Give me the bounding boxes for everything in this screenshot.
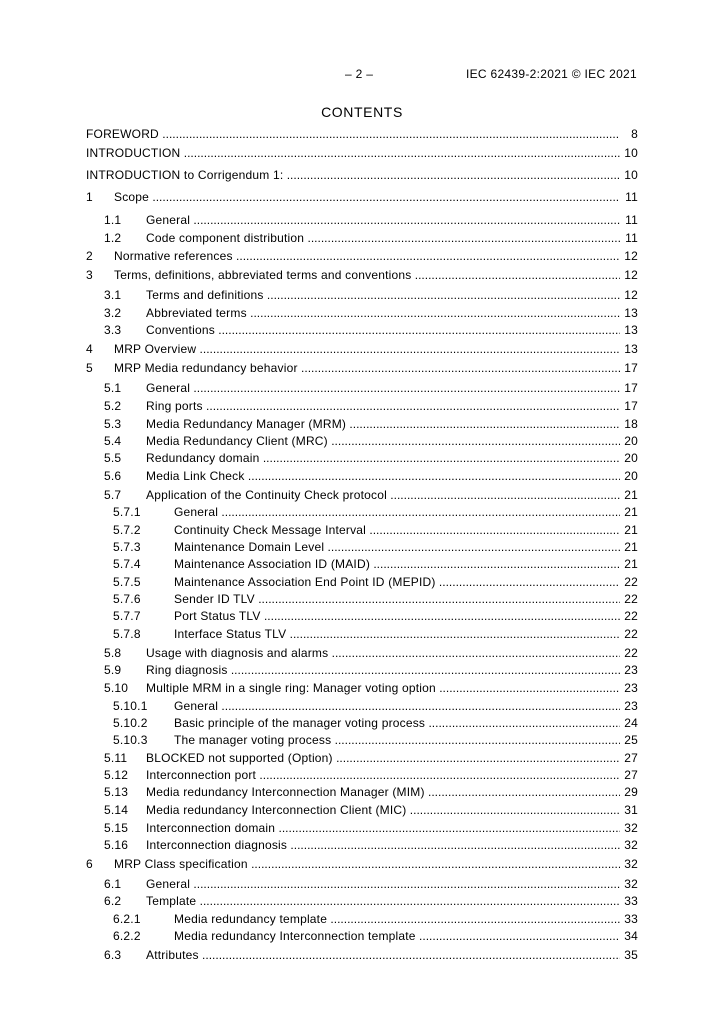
toc-entry[interactable] xyxy=(86,698,638,714)
toc-entry-title: Redundancy domain ..... xyxy=(146,450,620,466)
toc-entry-page: 10 xyxy=(624,168,638,182)
toc-entry-number: 5.11 xyxy=(104,751,128,765)
toc-entry[interactable] xyxy=(86,126,638,142)
toc-entry-page: 32 xyxy=(624,857,638,871)
toc-entry-title: Media Redundancy Client (MRC) ..... xyxy=(146,433,620,449)
toc-entry-number: 5.10.1 xyxy=(113,699,148,713)
toc-entry-page: 35 xyxy=(624,948,638,962)
toc-entry[interactable] xyxy=(86,802,638,818)
toc-entry-page: 34 xyxy=(624,929,638,943)
toc-entry[interactable] xyxy=(86,767,638,783)
toc-entry-page: 11 xyxy=(625,231,638,245)
toc-entry[interactable] xyxy=(86,784,638,800)
toc-entry[interactable] xyxy=(86,911,638,927)
toc-entry-page: 13 xyxy=(624,342,638,356)
toc-entry-number: 3 xyxy=(86,268,93,282)
toc-entry-page: 8 xyxy=(631,127,638,141)
toc-entry-number: 6 xyxy=(86,857,93,871)
toc-entry[interactable] xyxy=(86,248,638,264)
toc-entry-page: 12 xyxy=(624,288,638,302)
toc-entry[interactable] xyxy=(86,556,638,572)
toc-entry-title: General ..... xyxy=(174,504,620,520)
toc-entry-page: 10 xyxy=(624,146,638,160)
toc-entry-number: 5.7.7 xyxy=(113,609,141,623)
toc-entry-page: 13 xyxy=(624,323,638,337)
toc-entry-title: Maintenance Association ID (MAID) ..... xyxy=(174,556,620,572)
toc-entry-page: 12 xyxy=(624,249,638,263)
toc-entry-number: 5.16 xyxy=(104,838,129,852)
toc-entry-title: Interconnection domain ..... xyxy=(146,820,620,836)
toc-entry-number: 5.7.8 xyxy=(113,627,141,641)
toc-entry[interactable] xyxy=(86,341,638,357)
toc-entry-number: 6.2.1 xyxy=(113,912,141,926)
toc-entry[interactable] xyxy=(86,305,638,321)
toc-entry-title: Abbreviated terms ..... xyxy=(146,305,620,321)
toc-entry-number: 5.1 xyxy=(104,381,122,395)
toc-entry-number: 4 xyxy=(86,342,93,356)
toc-entry-number: 5.8 xyxy=(104,646,122,660)
toc-entry[interactable] xyxy=(86,230,638,246)
toc-entry-title: Attributes ..... xyxy=(146,947,620,963)
toc-entry-title: Maintenance Domain Level ..... xyxy=(174,539,620,555)
toc-entry[interactable] xyxy=(86,522,638,538)
toc-entry-page: 23 xyxy=(624,699,638,713)
toc-entry[interactable] xyxy=(86,732,638,748)
toc-entry[interactable] xyxy=(86,837,638,853)
toc-entry-title: Interconnection diagnosis ..... xyxy=(146,837,620,853)
toc-entry-page: 22 xyxy=(624,609,638,623)
toc-entry-title: Media redundancy template ..... xyxy=(174,911,620,927)
toc-entry-title: Media Link Check ..... xyxy=(146,468,620,484)
toc-entry-number: 5.12 xyxy=(104,768,129,782)
toc-entry-title: MRP Overview ..... xyxy=(114,341,620,357)
toc-entry-number: 5 xyxy=(86,361,93,375)
toc-entry-page: 21 xyxy=(624,505,638,519)
toc-entry[interactable] xyxy=(86,626,638,642)
toc-entry-number: 5.15 xyxy=(104,821,129,835)
toc-entry-title: BLOCKED not supported (Option) ..... xyxy=(146,750,620,766)
toc-entry-page: 17 xyxy=(624,399,638,413)
toc-entry-title: Application of the Continuity Check protocol ..... xyxy=(146,487,620,503)
toc-entry-title: Interconnection port ..... xyxy=(146,767,620,783)
toc-entry-number: 1 xyxy=(86,190,93,204)
toc-entry-title: General ..... xyxy=(174,698,620,714)
toc-entry-number: 5.7.1 xyxy=(113,505,141,519)
toc-entry-number: 5.5 xyxy=(104,451,122,465)
toc-entry[interactable] xyxy=(86,267,638,283)
toc-entry-title: General ..... xyxy=(146,380,620,396)
toc-entry-number: 5.2 xyxy=(104,399,122,413)
toc-entry-page: 20 xyxy=(624,434,638,448)
toc-entry-number: 5.13 xyxy=(104,785,129,799)
toc-entry-title: Terms and definitions ..... xyxy=(146,287,620,303)
toc-entry-number: 6.3 xyxy=(104,948,122,962)
toc-entry-number: 6.2.2 xyxy=(113,929,141,943)
toc-entry-title: Media Redundancy Manager (MRM) ..... xyxy=(146,416,620,432)
toc-entry-page: 21 xyxy=(624,523,638,537)
toc-entry-number: 1.2 xyxy=(104,231,122,245)
toc-entry[interactable] xyxy=(86,504,638,520)
toc-entry[interactable] xyxy=(86,450,638,466)
toc-entry-title: Multiple MRM in a single ring: Manager voting option ..... xyxy=(146,680,620,696)
toc-entry-page: 17 xyxy=(624,361,638,375)
toc-entry-title: Media redundancy Interconnection template ..... xyxy=(174,928,620,944)
toc-entry-title: Conventions ..... xyxy=(146,322,620,338)
page-header xyxy=(0,67,724,83)
toc-entry-number: 5.7.4 xyxy=(113,557,141,571)
toc-entry-title: Code component distribution ..... xyxy=(146,230,620,246)
toc-entry-title: Media redundancy Interconnection Manager (MIM) ..... xyxy=(146,784,620,800)
toc-entry-number: 5.6 xyxy=(104,469,122,483)
toc-entry-page: 24 xyxy=(624,716,638,730)
toc-entry-number: 5.7.5 xyxy=(113,575,141,589)
toc-entry-title: Port Status TLV ..... xyxy=(174,608,620,624)
toc-entry[interactable] xyxy=(86,468,638,484)
toc-entry[interactable] xyxy=(86,928,638,944)
toc-entry-page: 12 xyxy=(624,268,638,282)
toc-entry[interactable] xyxy=(86,715,638,731)
toc-entry-number: 5.10.2 xyxy=(113,716,148,730)
toc-entry-title: MRP Media redundancy behavior ..... xyxy=(114,360,620,376)
toc-entry-page: 20 xyxy=(624,451,638,465)
toc-entry-page: 22 xyxy=(624,627,638,641)
toc-entry-number: 2 xyxy=(86,249,93,263)
toc-entry-page: 21 xyxy=(624,540,638,554)
contents-title: CONTENTS xyxy=(321,104,403,120)
toc-entry[interactable] xyxy=(86,574,638,590)
toc-entry-number: 5.7.3 xyxy=(113,540,141,554)
toc-entry[interactable] xyxy=(86,591,638,607)
toc-entry-page: 23 xyxy=(624,663,638,677)
toc-entry-title: Media redundancy Interconnection Client (MIC) ..... xyxy=(146,802,620,818)
toc-entry-page: 22 xyxy=(624,575,638,589)
toc-entry-title: General ..... xyxy=(146,876,620,892)
toc-entry-page: 18 xyxy=(624,417,638,431)
toc-entry-number: 5.7.2 xyxy=(113,523,141,537)
toc-entry[interactable] xyxy=(86,380,638,396)
toc-entry[interactable] xyxy=(86,322,638,338)
toc-entry[interactable] xyxy=(86,145,638,161)
toc-entry-title: General ..... xyxy=(146,212,620,228)
toc-entry-title: INTRODUCTION ..... xyxy=(86,145,620,161)
toc-entry-number: 5.10 xyxy=(104,681,129,695)
toc-entry-number: 6.1 xyxy=(104,877,122,891)
toc-entry-title: FOREWORD ..... xyxy=(86,126,620,142)
toc-entry-page: 11 xyxy=(625,190,638,204)
toc-entry-title: Sender ID TLV ..... xyxy=(174,591,620,607)
toc-entry[interactable] xyxy=(86,856,638,872)
toc-entry-page: 27 xyxy=(624,768,638,782)
toc-entry-number: 5.14 xyxy=(104,803,129,817)
toc-entry-title: Ring diagnosis ..... xyxy=(146,662,620,678)
toc-entry-page: 22 xyxy=(624,646,638,660)
toc-entry[interactable] xyxy=(86,287,638,303)
toc-entry-page: 29 xyxy=(624,785,638,799)
toc-entry-page: 32 xyxy=(624,821,638,835)
toc-entry[interactable] xyxy=(86,750,638,766)
toc-entry-number: 3.2 xyxy=(104,306,122,320)
toc-entry-page: 32 xyxy=(624,877,638,891)
toc-entry[interactable] xyxy=(86,433,638,449)
toc-entry-page: 11 xyxy=(625,213,638,227)
toc-entry-number: 5.7 xyxy=(104,488,122,502)
toc-entry-title: Interface Status TLV ..... xyxy=(174,626,620,642)
document-reference: IEC 62439-2:2021 © IEC 2021 xyxy=(465,67,637,81)
toc-entry[interactable] xyxy=(86,947,638,963)
toc-entry[interactable] xyxy=(86,189,638,205)
toc-entry[interactable] xyxy=(86,487,638,503)
toc-entry-number: 5.4 xyxy=(104,434,122,448)
toc-entry-number: 5.9 xyxy=(104,663,122,677)
toc-entry-page: 20 xyxy=(624,469,638,483)
toc-entry[interactable] xyxy=(86,608,638,624)
toc-entry-page: 22 xyxy=(624,592,638,606)
toc-entry-title: MRP Class specification ..... xyxy=(114,856,620,872)
toc-entry-title: Ring ports ..... xyxy=(146,398,620,414)
toc-entry[interactable] xyxy=(86,820,638,836)
toc-entry-number: 3.3 xyxy=(104,323,122,337)
toc-entry-number: 6.2 xyxy=(104,894,122,908)
toc-entry-number: 1.1 xyxy=(104,213,122,227)
toc-entry-title: Basic principle of the manager voting process ..... xyxy=(174,715,620,731)
toc-entry-page: 23 xyxy=(624,681,638,695)
toc-entry-page: 25 xyxy=(624,733,638,747)
toc-entry[interactable] xyxy=(86,680,638,696)
toc-entry-page: 33 xyxy=(624,912,638,926)
toc-entry[interactable] xyxy=(86,539,638,555)
toc-entry-title: Maintenance Association End Point ID (MEPID) ..... xyxy=(174,574,620,590)
toc-entry-page: 31 xyxy=(624,803,638,817)
toc-entry-title: The manager voting process ..... xyxy=(174,732,620,748)
toc-entry-page: 13 xyxy=(624,306,638,320)
toc-entry-number: 5.10.3 xyxy=(113,733,148,747)
toc-entry-number: 3.1 xyxy=(104,288,122,302)
toc-entry[interactable] xyxy=(86,645,638,661)
toc-entry-page: 27 xyxy=(624,751,638,765)
toc-entry-page: 21 xyxy=(624,557,638,571)
toc-entry-title: Terms, definitions, abbreviated terms and conventions ..... xyxy=(114,267,620,283)
toc-entry-title: Scope ..... xyxy=(114,189,620,205)
toc-entry[interactable] xyxy=(86,398,638,414)
toc-entry-title: Normative references ..... xyxy=(114,248,620,264)
toc-entry-title: Usage with diagnosis and alarms ..... xyxy=(146,645,620,661)
toc-entry-title: Template ..... xyxy=(146,893,620,909)
toc-entry[interactable] xyxy=(86,876,638,892)
toc-entry[interactable] xyxy=(86,662,638,678)
toc-entry-page: 17 xyxy=(624,381,638,395)
toc-entry-number: 5.3 xyxy=(104,417,122,431)
toc-entry[interactable] xyxy=(86,360,638,376)
toc-entry[interactable] xyxy=(86,416,638,432)
toc-entry-title: INTRODUCTION to Corrigendum 1: ..... xyxy=(86,167,620,183)
toc-entry-page: 32 xyxy=(624,838,638,852)
toc-entry[interactable] xyxy=(86,212,638,228)
toc-entry-number: 5.7.6 xyxy=(113,592,141,606)
toc-entry-page: 21 xyxy=(624,488,638,502)
page-number: – 2 – xyxy=(345,67,374,81)
toc-entry[interactable] xyxy=(86,167,638,183)
toc-entry-title: Continuity Check Message Interval ..... xyxy=(174,522,620,538)
toc-entry[interactable] xyxy=(86,893,638,909)
toc-entry-page: 33 xyxy=(624,894,638,908)
